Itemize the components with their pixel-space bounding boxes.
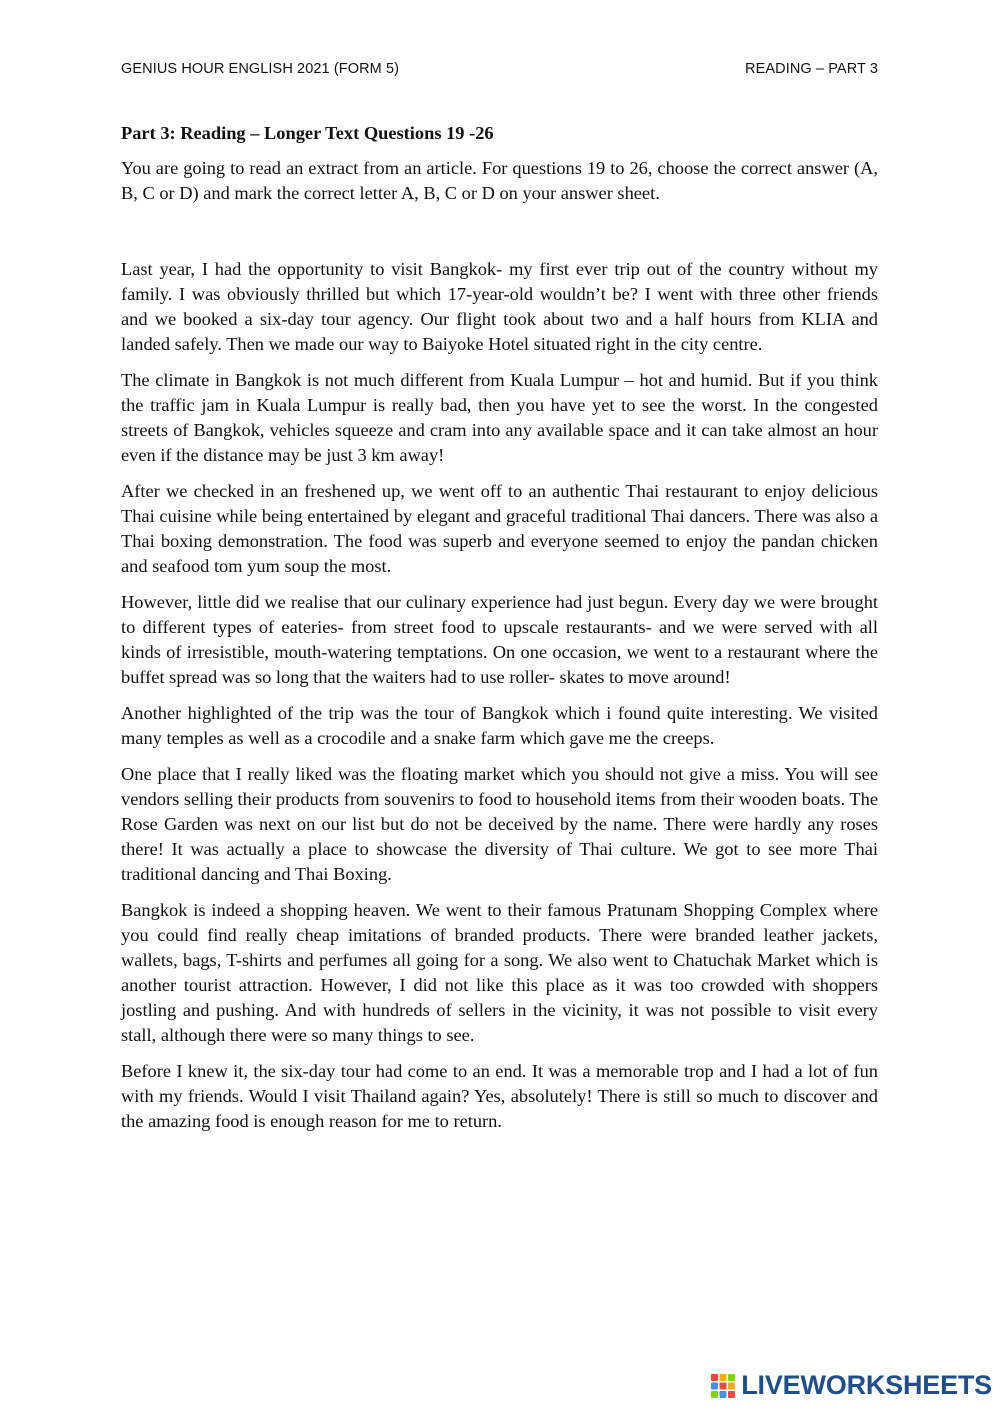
passage-paragraph: One place that I really liked was the floating market which you should not give a miss. You will see vendors selling their products from souvenirs to food to household items from their wooden boats. The Rose Garden was next on our list but do not be deceived by the name. There were hardly any roses there! It was actually a place to showcase the diversity of Thai culture. We got to see more Thai traditional dancing and Thai Boxing. (121, 764, 878, 884)
instructions: You are going to read an extract from an article. For questions 19 to 26, choose the correct answer (A, B, C or D) and mark the correct letter A, B, C or D on your answer sheet. (121, 158, 878, 203)
passage-paragraph: Another highlighted of the trip was the tour of Bangkok which i found quite interesting. We visited many temples as well as a crocodile and a snake farm which gave me the creeps. (121, 703, 878, 748)
header-left-text: GENIUS HOUR ENGLISH 2021 (FORM 5) (121, 61, 400, 77)
passage-paragraph: The climate in Bangkok is not much different from Kuala Lumpur – hot and humid. But if you think the traffic jam in Kuala Lumpur is really bad, then you have yet to see the worst. In the congested streets of Bangkok, vehicles squeeze and cram into any available space and it can take almost an hour even if the distance may be just 3 km away! (121, 370, 878, 465)
page-title: Part 3: Reading – Longer Text Questions 19 -26 (121, 123, 494, 143)
passage-paragraph: Last year, I had the opportunity to visit Bangkok- my first ever trip out of the country without my family. I was obviously thrilled but which 17-year-old wouldn’t be? I went with three other friends and we booked a six-day tour agency. Our flight took about two and a half hours from KLIA and landed safely. Then we made our way to Baiyoke Hotel situated right in the city centre. (121, 259, 878, 354)
logo-grid-icon (711, 1374, 735, 1398)
liveworksheets-logo[interactable] (711, 1370, 992, 1401)
page-content (121, 121, 878, 1145)
passage-paragraph: Bangkok is indeed a shopping heaven. We went to their famous Pratunam Shopping Complex where you could find really cheap imitations of branded products. There were branded leather jackets, wallets, bags, T-shirts and perfumes all going for a song. We also went to Chatuchak Market which is another tourist attraction. However, I did not like this place as it was too crowded with shoppers jostling and pushing. And with hundreds of sellers in the vicinity, it was not possible to visit every stall, although there were so many things to see. (121, 900, 878, 1045)
logo-text: LIVEWORKSHEETS (741, 1370, 992, 1400)
header-right-text: READING – PART 3 (745, 61, 878, 77)
passage-paragraph: Before I knew it, the six-day tour had come to an end. It was a memorable trop and I had a lot of fun with my friends. Would I visit Thailand again? Yes, absolutely! There is still so much to discover and the amazing food is enough reason for me to return. (121, 1061, 878, 1131)
passage-paragraph: After we checked in an freshened up, we went off to an authentic Thai restaurant to enjoy delicious Thai cuisine while being entertained by elegant and graceful traditional Thai dancers. There was also a Thai boxing demonstration. The food was superb and everyone seemed to enjoy the pandan chicken and seafood tom yum soup the most. (121, 481, 878, 576)
passage-paragraph: However, little did we realise that our culinary experience had just begun. Every day we were brought to different types of eateries- from street food to upscale restaurants- and we were served with all kinds of irresistible, mouth-watering temptations. On one occasion, we went to a restaurant where the buffet spread was so long that the waiters had to use roller- skates to move around! (121, 592, 878, 687)
reading-passage (121, 257, 878, 1134)
